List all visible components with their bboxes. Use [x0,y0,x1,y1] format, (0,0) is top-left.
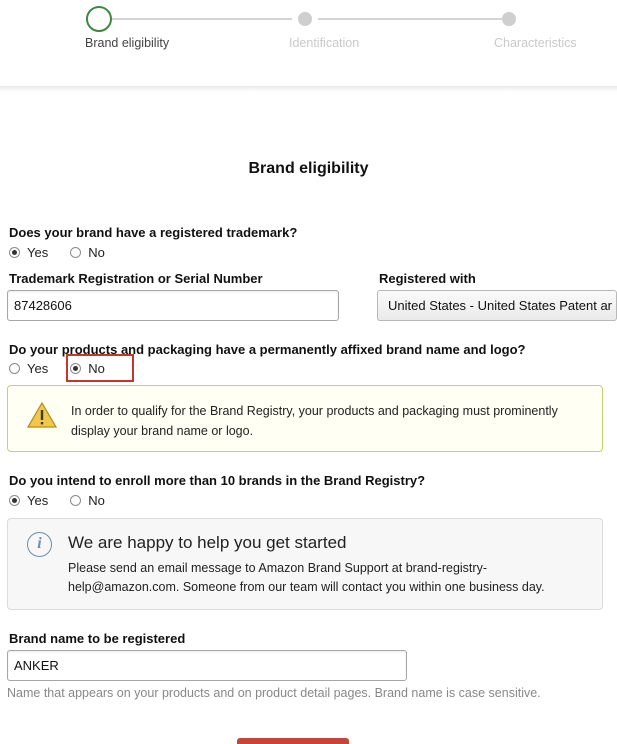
warning-triangle-icon [27,402,57,428]
radio-label: Yes [27,245,49,260]
trademark-number-label: Trademark Registration or Serial Number [9,271,263,286]
registered-with-select[interactable]: United States - United States Patent ar [377,290,617,321]
packaging-question: Do your products and packaging have a permanently affixed brand name and logo? [9,342,526,357]
radio-button[interactable] [9,363,20,374]
brand-name-label: Brand name to be registered [9,631,186,646]
step-indicator [298,12,312,26]
registered-with-label: Registered with [379,271,476,286]
brand-name-helper-text: Name that appears on your products and on product detail pages. Brand name is case sensitive. [7,686,541,700]
radio-label: No [88,245,105,260]
step-label-characteristics: Characteristics [494,36,577,50]
stepper-connector [112,18,292,20]
step-indicator-active [86,6,112,32]
continue-button[interactable] [237,738,349,744]
radio-label: Yes [27,361,49,376]
page-title: Brand eligibility [248,160,369,177]
radio-button[interactable] [9,495,20,506]
step-indicator [502,12,516,26]
radio-label: No [88,361,105,376]
trademark-no-option[interactable] [70,245,105,260]
brand-name-input[interactable]: ANKER [7,650,407,681]
trademark-question: Does your brand have a registered trademark? [9,225,298,240]
warning-alert-text: In order to qualify for the Brand Registry, your products and packaging must prominently display your brand name or logo. [71,404,558,438]
progress-stepper [0,0,617,88]
step-label-identification: Identification [289,36,360,50]
brands-radio-group [9,493,127,508]
trademark-yes-option[interactable] [9,245,48,260]
radio-button[interactable] [70,247,81,258]
radio-button[interactable] [9,247,20,258]
brands-question: Do you intend to enroll more than 10 brands in the Brand Registry? [9,473,426,488]
trademark-number-input[interactable]: 87428606 [7,290,339,321]
info-alert-title: We are happy to help you get started [68,533,347,552]
annotation-highlight-box [66,354,134,382]
radio-button[interactable] [70,495,81,506]
trademark-radio-group [9,245,127,260]
stepper-connector [318,18,502,20]
stepper-divider [0,86,617,92]
radio-label: Yes [27,493,49,508]
info-icon: i [27,532,52,557]
step-label-brand-eligibility: Brand eligibility [85,36,170,50]
brands-yes-option[interactable] [9,493,48,508]
info-alert-body: Please send an email message to Amazon Brand Support at brand-registry-help@amazon.com. Someone from our team will contact you within one business day. [68,561,545,594]
warning-alert [7,385,603,452]
info-alert [7,518,603,610]
brands-no-option[interactable] [70,493,105,508]
radio-label: No [88,493,105,508]
packaging-yes-option[interactable] [9,361,48,376]
